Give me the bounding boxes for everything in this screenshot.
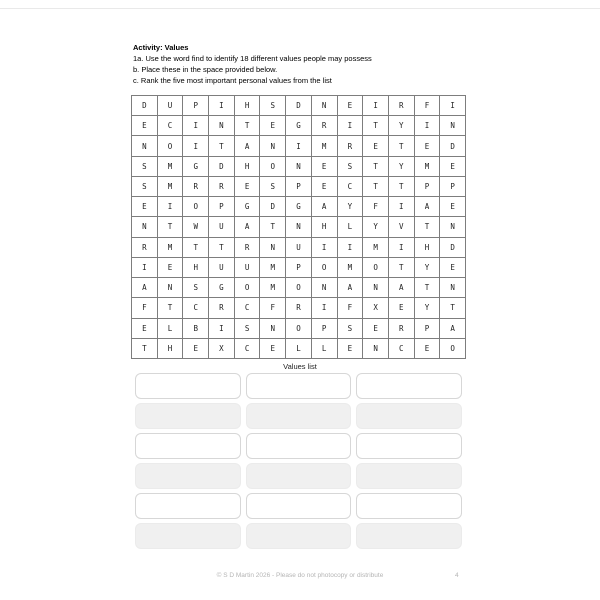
grid-cell-r10c9: A <box>338 278 364 298</box>
grid-cell-r12c12: P <box>415 319 441 339</box>
grid-cell-r1c10: I <box>363 96 389 116</box>
grid-cell-r6c9: Y <box>338 197 364 217</box>
grid-cell-r8c12: H <box>415 238 441 258</box>
grid-cell-r7c4: U <box>209 217 235 237</box>
grid-cell-r9c8: O <box>312 258 338 278</box>
grid-cell-r13c11: C <box>389 339 415 359</box>
values-list-slots <box>135 373 462 549</box>
grid-cell-r10c8: N <box>312 278 338 298</box>
grid-cell-r10c6: M <box>260 278 286 298</box>
grid-cell-r2c6: E <box>260 116 286 136</box>
grid-cell-r9c1: I <box>132 258 158 278</box>
grid-cell-r5c12: P <box>415 177 441 197</box>
grid-cell-r1c13: I <box>440 96 466 116</box>
grid-cell-r3c3: I <box>183 136 209 156</box>
grid-cell-r6c2: I <box>158 197 184 217</box>
grid-cell-r8c4: T <box>209 238 235 258</box>
grid-cell-r2c10: T <box>363 116 389 136</box>
grid-cell-r12c3: B <box>183 319 209 339</box>
value-slot-2[interactable] <box>246 373 352 399</box>
grid-cell-r1c5: H <box>235 96 261 116</box>
value-slot-16[interactable] <box>135 523 241 549</box>
grid-cell-r2c3: I <box>183 116 209 136</box>
grid-cell-r2c12: I <box>415 116 441 136</box>
grid-cell-r6c8: A <box>312 197 338 217</box>
grid-cell-r4c6: O <box>260 157 286 177</box>
grid-cell-r9c3: H <box>183 258 209 278</box>
grid-cell-r13c10: N <box>363 339 389 359</box>
grid-cell-r7c5: A <box>235 217 261 237</box>
grid-cell-r12c2: L <box>158 319 184 339</box>
grid-cell-r13c9: E <box>338 339 364 359</box>
grid-cell-r1c7: D <box>286 96 312 116</box>
grid-cell-r8c13: D <box>440 238 466 258</box>
grid-cell-r13c13: O <box>440 339 466 359</box>
grid-cell-r4c8: E <box>312 157 338 177</box>
grid-cell-r10c5: O <box>235 278 261 298</box>
value-slot-12[interactable] <box>356 463 462 489</box>
grid-cell-r10c11: A <box>389 278 415 298</box>
grid-cell-r12c7: O <box>286 319 312 339</box>
value-slot-14[interactable] <box>246 493 352 519</box>
value-slot-4[interactable] <box>135 403 241 429</box>
grid-cell-r5c13: P <box>440 177 466 197</box>
grid-cell-r10c10: N <box>363 278 389 298</box>
grid-cell-r1c1: D <box>132 96 158 116</box>
grid-cell-r7c12: T <box>415 217 441 237</box>
value-slot-13[interactable] <box>135 493 241 519</box>
grid-cell-r10c1: A <box>132 278 158 298</box>
grid-cell-r3c2: O <box>158 136 184 156</box>
grid-cell-r9c13: E <box>440 258 466 278</box>
value-slot-10[interactable] <box>135 463 241 489</box>
grid-cell-r6c4: P <box>209 197 235 217</box>
value-slot-18[interactable] <box>356 523 462 549</box>
grid-cell-r3c1: N <box>132 136 158 156</box>
grid-cell-r3c8: M <box>312 136 338 156</box>
grid-cell-r6c13: E <box>440 197 466 217</box>
grid-cell-r13c5: C <box>235 339 261 359</box>
grid-cell-r11c1: F <box>132 298 158 318</box>
grid-cell-r8c5: R <box>235 238 261 258</box>
grid-cell-r9c7: P <box>286 258 312 278</box>
copyright-text: © S D Martin 2026 - Please do not photocopy or distribute <box>216 572 384 579</box>
grid-cell-r3c10: E <box>363 136 389 156</box>
grid-cell-r11c4: R <box>209 298 235 318</box>
value-slot-9[interactable] <box>356 433 462 459</box>
grid-cell-r9c5: U <box>235 258 261 278</box>
grid-cell-r12c5: S <box>235 319 261 339</box>
grid-cell-r5c10: T <box>363 177 389 197</box>
grid-cell-r5c8: E <box>312 177 338 197</box>
grid-cell-r6c7: G <box>286 197 312 217</box>
grid-cell-r11c12: Y <box>415 298 441 318</box>
grid-cell-r1c9: E <box>338 96 364 116</box>
grid-cell-r13c1: T <box>132 339 158 359</box>
grid-cell-r6c1: E <box>132 197 158 217</box>
grid-cell-r9c10: O <box>363 258 389 278</box>
value-slot-5[interactable] <box>246 403 352 429</box>
grid-cell-r13c8: L <box>312 339 338 359</box>
value-slot-11[interactable] <box>246 463 352 489</box>
grid-cell-r4c12: M <box>415 157 441 177</box>
grid-cell-r6c10: F <box>363 197 389 217</box>
grid-cell-r9c2: E <box>158 258 184 278</box>
instruction-c: c. Rank the five most important personal values from the list <box>133 76 332 85</box>
grid-cell-r12c6: N <box>260 319 286 339</box>
grid-cell-r9c4: U <box>209 258 235 278</box>
grid-cell-r5c7: P <box>286 177 312 197</box>
grid-cell-r13c2: H <box>158 339 184 359</box>
grid-cell-r10c7: O <box>286 278 312 298</box>
grid-cell-r8c10: M <box>363 238 389 258</box>
grid-cell-r6c5: G <box>235 197 261 217</box>
grid-cell-r8c11: I <box>389 238 415 258</box>
grid-cell-r12c10: E <box>363 319 389 339</box>
wordsearch-grid <box>131 95 466 359</box>
grid-cell-r12c13: A <box>440 319 466 339</box>
grid-cell-r11c10: X <box>363 298 389 318</box>
grid-cell-r1c4: I <box>209 96 235 116</box>
grid-cell-r2c2: C <box>158 116 184 136</box>
grid-cell-r12c9: S <box>338 319 364 339</box>
grid-cell-r11c13: T <box>440 298 466 318</box>
grid-cell-r13c6: E <box>260 339 286 359</box>
grid-cell-r2c1: E <box>132 116 158 136</box>
grid-cell-r11c3: C <box>183 298 209 318</box>
grid-cell-r12c1: E <box>132 319 158 339</box>
grid-cell-r3c4: T <box>209 136 235 156</box>
grid-cell-r7c6: T <box>260 217 286 237</box>
grid-cell-r5c11: T <box>389 177 415 197</box>
grid-cell-r4c10: T <box>363 157 389 177</box>
value-slot-15[interactable] <box>356 493 462 519</box>
grid-cell-r5c1: S <box>132 177 158 197</box>
grid-cell-r5c9: C <box>338 177 364 197</box>
values-list-heading: Values list <box>283 362 317 371</box>
grid-cell-r2c9: I <box>338 116 364 136</box>
grid-cell-r3c9: R <box>338 136 364 156</box>
grid-cell-r2c7: G <box>286 116 312 136</box>
grid-cell-r3c5: A <box>235 136 261 156</box>
grid-cell-r10c2: N <box>158 278 184 298</box>
grid-cell-r1c8: N <box>312 96 338 116</box>
grid-cell-r5c2: M <box>158 177 184 197</box>
grid-cell-r8c1: R <box>132 238 158 258</box>
grid-cell-r3c12: E <box>415 136 441 156</box>
grid-cell-r13c7: L <box>286 339 312 359</box>
grid-cell-r4c1: S <box>132 157 158 177</box>
grid-cell-r6c11: I <box>389 197 415 217</box>
value-slot-1[interactable] <box>135 373 241 399</box>
grid-cell-r12c11: R <box>389 319 415 339</box>
grid-cell-r5c3: R <box>183 177 209 197</box>
grid-cell-r3c7: I <box>286 136 312 156</box>
grid-cell-r11c6: F <box>260 298 286 318</box>
grid-cell-r1c6: S <box>260 96 286 116</box>
grid-cell-r7c13: N <box>440 217 466 237</box>
grid-cell-r5c6: S <box>260 177 286 197</box>
grid-cell-r7c1: N <box>132 217 158 237</box>
grid-cell-r11c5: C <box>235 298 261 318</box>
grid-cell-r4c2: M <box>158 157 184 177</box>
grid-cell-r8c2: M <box>158 238 184 258</box>
grid-cell-r2c8: R <box>312 116 338 136</box>
grid-cell-r4c13: E <box>440 157 466 177</box>
grid-cell-r13c4: X <box>209 339 235 359</box>
top-divider <box>0 8 600 9</box>
grid-cell-r1c11: R <box>389 96 415 116</box>
grid-cell-r3c13: D <box>440 136 466 156</box>
grid-cell-r12c8: P <box>312 319 338 339</box>
header <box>133 42 372 86</box>
grid-cell-r1c2: U <box>158 96 184 116</box>
page-number: 4 <box>455 572 459 579</box>
grid-cell-r4c4: D <box>209 157 235 177</box>
grid-cell-r4c7: N <box>286 157 312 177</box>
grid-cell-r7c3: W <box>183 217 209 237</box>
grid-cell-r10c12: T <box>415 278 441 298</box>
grid-cell-r11c11: E <box>389 298 415 318</box>
value-slot-7[interactable] <box>135 433 241 459</box>
value-slot-8[interactable] <box>246 433 352 459</box>
grid-cell-r7c9: L <box>338 217 364 237</box>
grid-cell-r7c2: T <box>158 217 184 237</box>
grid-cell-r4c11: Y <box>389 157 415 177</box>
grid-cell-r1c12: F <box>415 96 441 116</box>
grid-cell-r8c8: I <box>312 238 338 258</box>
grid-cell-r2c11: Y <box>389 116 415 136</box>
grid-cell-r8c6: N <box>260 238 286 258</box>
grid-cell-r10c4: G <box>209 278 235 298</box>
grid-cell-r10c3: S <box>183 278 209 298</box>
grid-cell-r9c9: M <box>338 258 364 278</box>
instruction-1a: 1a. Use the word find to identify 18 different values people may possess <box>133 54 372 63</box>
instruction-b: b. Place these in the space provided below. <box>133 65 278 74</box>
value-slot-17[interactable] <box>246 523 352 549</box>
grid-cell-r2c5: T <box>235 116 261 136</box>
grid-cell-r9c12: Y <box>415 258 441 278</box>
grid-cell-r6c3: O <box>183 197 209 217</box>
grid-cell-r6c12: A <box>415 197 441 217</box>
grid-cell-r9c11: T <box>389 258 415 278</box>
grid-cell-r8c9: I <box>338 238 364 258</box>
value-slot-6[interactable] <box>356 403 462 429</box>
grid-cell-r7c8: H <box>312 217 338 237</box>
grid-cell-r13c12: E <box>415 339 441 359</box>
value-slot-3[interactable] <box>356 373 462 399</box>
grid-cell-r4c3: G <box>183 157 209 177</box>
grid-cell-r3c11: T <box>389 136 415 156</box>
grid-cell-r11c7: R <box>286 298 312 318</box>
grid-cell-r8c3: T <box>183 238 209 258</box>
grid-cell-r6c6: D <box>260 197 286 217</box>
grid-cell-r2c13: N <box>440 116 466 136</box>
footer <box>0 572 600 579</box>
grid-cell-r11c2: T <box>158 298 184 318</box>
grid-cell-r5c5: E <box>235 177 261 197</box>
grid-cell-r13c3: E <box>183 339 209 359</box>
grid-cell-r7c10: Y <box>363 217 389 237</box>
grid-cell-r4c5: H <box>235 157 261 177</box>
grid-cell-r5c4: R <box>209 177 235 197</box>
grid-cell-r7c11: V <box>389 217 415 237</box>
grid-cell-r7c7: N <box>286 217 312 237</box>
grid-cell-r2c4: N <box>209 116 235 136</box>
grid-cell-r11c8: I <box>312 298 338 318</box>
grid-cell-r9c6: M <box>260 258 286 278</box>
grid-cell-r4c9: S <box>338 157 364 177</box>
grid-cell-r3c6: N <box>260 136 286 156</box>
grid-cell-r10c13: N <box>440 278 466 298</box>
grid-cell-r1c3: P <box>183 96 209 116</box>
grid-cell-r8c7: U <box>286 238 312 258</box>
page-title: Activity: Values <box>133 43 189 52</box>
grid-cell-r12c4: I <box>209 319 235 339</box>
grid-cell-r11c9: F <box>338 298 364 318</box>
